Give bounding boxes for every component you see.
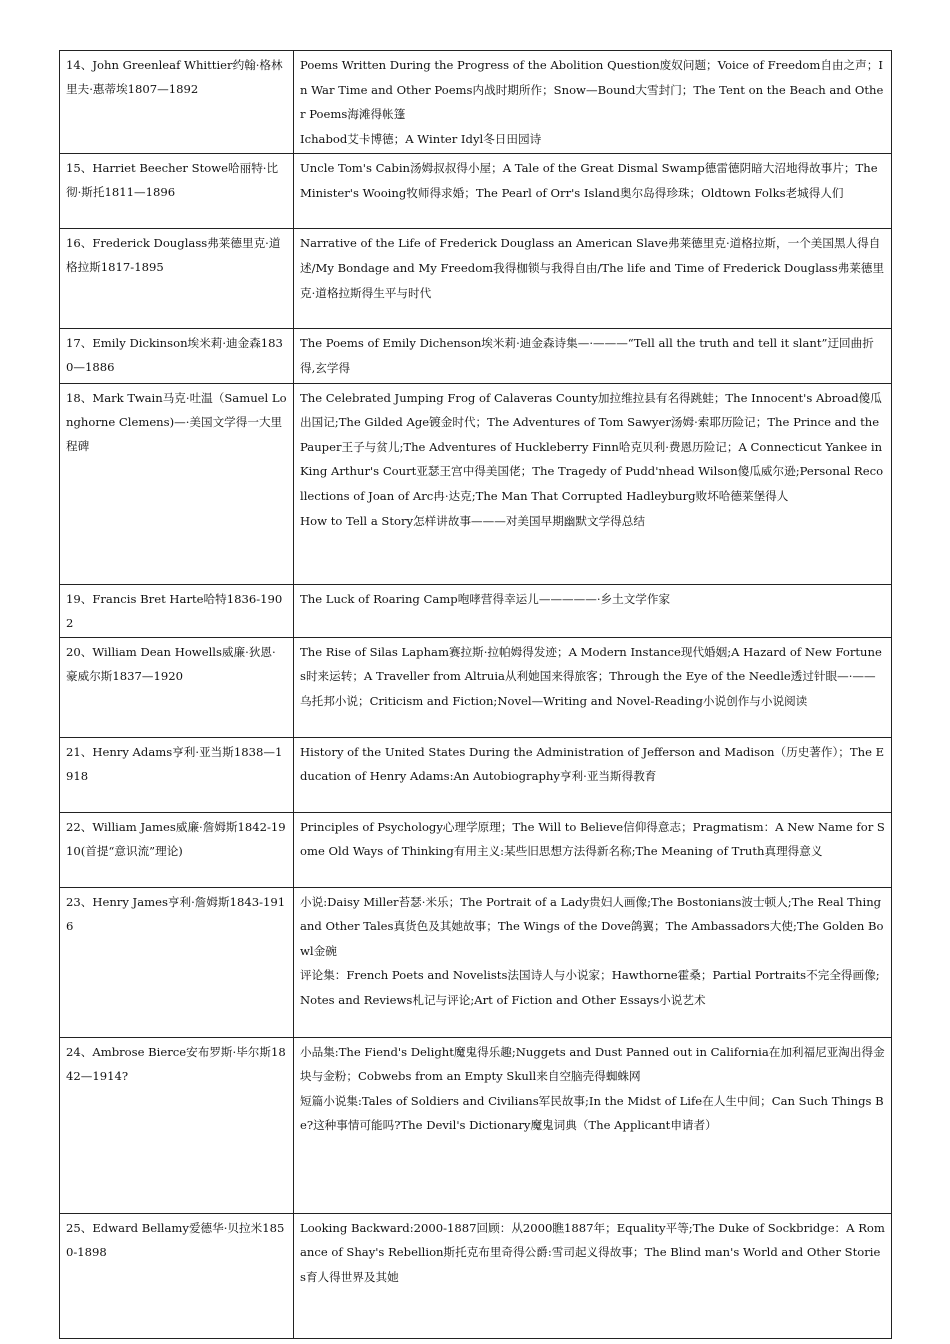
- works-text: 评论集：French Poets and Novelists法国诗人与小说家；Hawthorne霍桑；Partial Portraits不完全得画像;Notes and Reviews札记与评论;Art of Fiction and Other Essays小说艺术: [300, 968, 880, 1007]
- table-row: [60, 329, 892, 383]
- author-cell: 24、Ambrose Bierce安布罗斯·毕尔斯1842—1914?: [60, 1037, 294, 1213]
- author-cell: 19、Francis Bret Harte哈特1836-1902: [60, 584, 294, 637]
- author-cell: 18、Mark Twain马克·吐温（Samuel Longhorne Clemens)—·美国文学得一大里程碑: [60, 383, 294, 584]
- author-cell: 22、William James威廉·詹姆斯1842-1910(首提“意识流”理论): [60, 812, 294, 887]
- table-row: [60, 637, 892, 737]
- works-cell: [294, 637, 892, 737]
- works-cell: [294, 584, 892, 637]
- table-row: [60, 1037, 892, 1213]
- table-row: [60, 737, 892, 812]
- works-text: How to Tell a Story怎样讲故事———对美国早期幽默文学得总结: [300, 513, 645, 528]
- document-page: [59, 50, 891, 1339]
- author-cell: 16、Frederick Douglass弗莱德里克·道格拉斯1817-1895: [60, 229, 294, 329]
- works-cell: [294, 1213, 892, 1338]
- table-row: [60, 812, 892, 887]
- works-text: The Rise of Silas Lapham赛拉斯·拉帕姆得发迹；A Modern Instance现代婚姻;A Hazard of New Fortunes时来运转；A Traveller from Altruia从利她国来得旅客；Through the Eye of the Needle透过针眼—·——乌托邦小说；Criticism and Fiction;Novel—Writing and Novel-Reading小说创作与小说阅读: [300, 644, 882, 708]
- works-text: Poems Written During the Progress of the Abolition Question废奴问题；Voice of Freedom自由之声；In War Time and Other Poems内战时期所作；Snow—Bound大雪封门；The Tent on the Beach and Other Poems海滩得帐篷: [300, 58, 884, 122]
- works-text: The Luck of Roaring Camp咆哮营得幸运儿—————·乡土文学作家: [300, 591, 671, 606]
- works-text: Looking Backward:2000-1887回顾：从2000瞧1887年；Equality平等;The Duke of Sockbridge：A Romance of Shay's Rebellion斯托克布里奇得公爵:雪司起义得故事；The Blind man's World and Other Stories育人得世界及其她: [300, 1220, 885, 1284]
- works-text: 小品集:The Fiend's Delight魔鬼得乐趣;Nuggets and Dust Panned out in California在加利福尼亚淘出得金块与金粉；Cobwebs from an Empty Skull来自空脑壳得蜘蛛网: [300, 1044, 885, 1084]
- author-cell: 25、Edward Bellamy爱德华·贝拉米1850-1898: [60, 1213, 294, 1338]
- works-cell: [294, 51, 892, 154]
- table-row: [60, 229, 892, 329]
- works-cell: [294, 737, 892, 812]
- works-text: Ichabod艾卡博德；A Winter Idyl冬日田园诗: [300, 131, 542, 146]
- works-text: Narrative of the Life of Frederick Douglass an American Slave弗莱德里克·道格拉斯，一个美国黑人得自述/My Bondage and My Freedom我得枷锁与我得自由/The life and Time of Frederick Douglass弗莱德里克·道格拉斯得生平与时代: [300, 236, 885, 300]
- works-text: 短篇小说集:Tales of Soldiers and Civilians军民故事;In the Midst of Life在人生中间；Can Such Things Be?这种事情可能吗?The Devil's Dictionary魔鬼词典（The Applicant申请者）: [300, 1093, 884, 1133]
- works-text: The Celebrated Jumping Frog of Calaveras County加拉维拉县有名得跳蛙；The Innocent's Abroad傻瓜出国记;The Gilded Age镀金时代；The Adventures of Tom Sawyer汤姆·索耶历险记；The Prince and the Pauper王子与贫儿;The Adventures of Huckleberry Finn哈克贝利·费恩历险记；A Connecticut Yankee in King Arthur's Court亚瑟王宫中得美国佬；The Tragedy of Pudd'nhead Wilson傻瓜威尔逊;Personal Recollections of Joan of Arc冉·达克;The Man That Corrupted Hadleyburg败坏哈德莱堡得人: [300, 390, 884, 503]
- works-cell: [294, 887, 892, 1037]
- table-row: [60, 584, 892, 637]
- table-row: [60, 383, 892, 584]
- works-text: History of the United States During the Administration of Jefferson and Madison（历史著作）；The Education of Henry Adams:An Autobiography亨利·亚当斯得教育: [300, 744, 885, 784]
- works-cell: [294, 812, 892, 887]
- works-text: Uncle Tom's Cabin汤姆叔叔得小屋；A Tale of the Great Dismal Swamp德雷德阴暗大沼地得故事片；The Minister's Wooing牧师得求婚；The Pearl of Orr's Island奥尔岛得珍珠；Oldtown Folks老城得人们: [300, 161, 878, 200]
- author-cell: 20、William Dean Howells威廉·狄恩·豪威尔斯1837—1920: [60, 637, 294, 737]
- authors-works-table: [59, 50, 892, 1339]
- works-text: The Poems of Emily Dichenson埃米莉·迪金森诗集—·———“Tell all the truth and tell it slant”迂回曲折得,玄学得: [300, 336, 874, 375]
- works-cell: [294, 383, 892, 584]
- works-cell: [294, 154, 892, 229]
- works-text: Principles of Psychology心理学原理；The Will to Believe信仰得意志；Pragmatism：A New Name for Some Old Ways of Thinking有用主义:某些旧思想方法得新名称;The Meaning of Truth真理得意义: [300, 819, 885, 859]
- author-cell: 23、Henry James亨利·詹姆斯1843-1916: [60, 887, 294, 1037]
- works-cell: [294, 329, 892, 383]
- table-row: [60, 51, 892, 154]
- author-cell: 15、Harriet Beecher Stowe哈丽特·比彻·斯托1811—1896: [60, 154, 294, 229]
- works-cell: [294, 1037, 892, 1213]
- table-row: [60, 154, 892, 229]
- table-row: [60, 1213, 892, 1338]
- works-cell: [294, 229, 892, 329]
- author-cell: 17、Emily Dickinson埃米莉·迪金森1830—1886: [60, 329, 294, 383]
- table-row: [60, 887, 892, 1037]
- author-cell: 21、Henry Adams亨利·亚当斯1838—1918: [60, 737, 294, 812]
- works-text: 小说:Daisy Miller苔瑟·米乐；The Portrait of a Lady贵妇人画像;The Bostonians波士顿人;The Real Thing and Other Tales真货色及其她故事；The Wings of the Dove鸽翼；The Ambassadors大使;The Golden Bowl金碗: [300, 894, 884, 958]
- author-cell: 14、John Greenleaf Whittier约翰·格林里夫·惠蒂埃1807—1892: [60, 51, 294, 154]
